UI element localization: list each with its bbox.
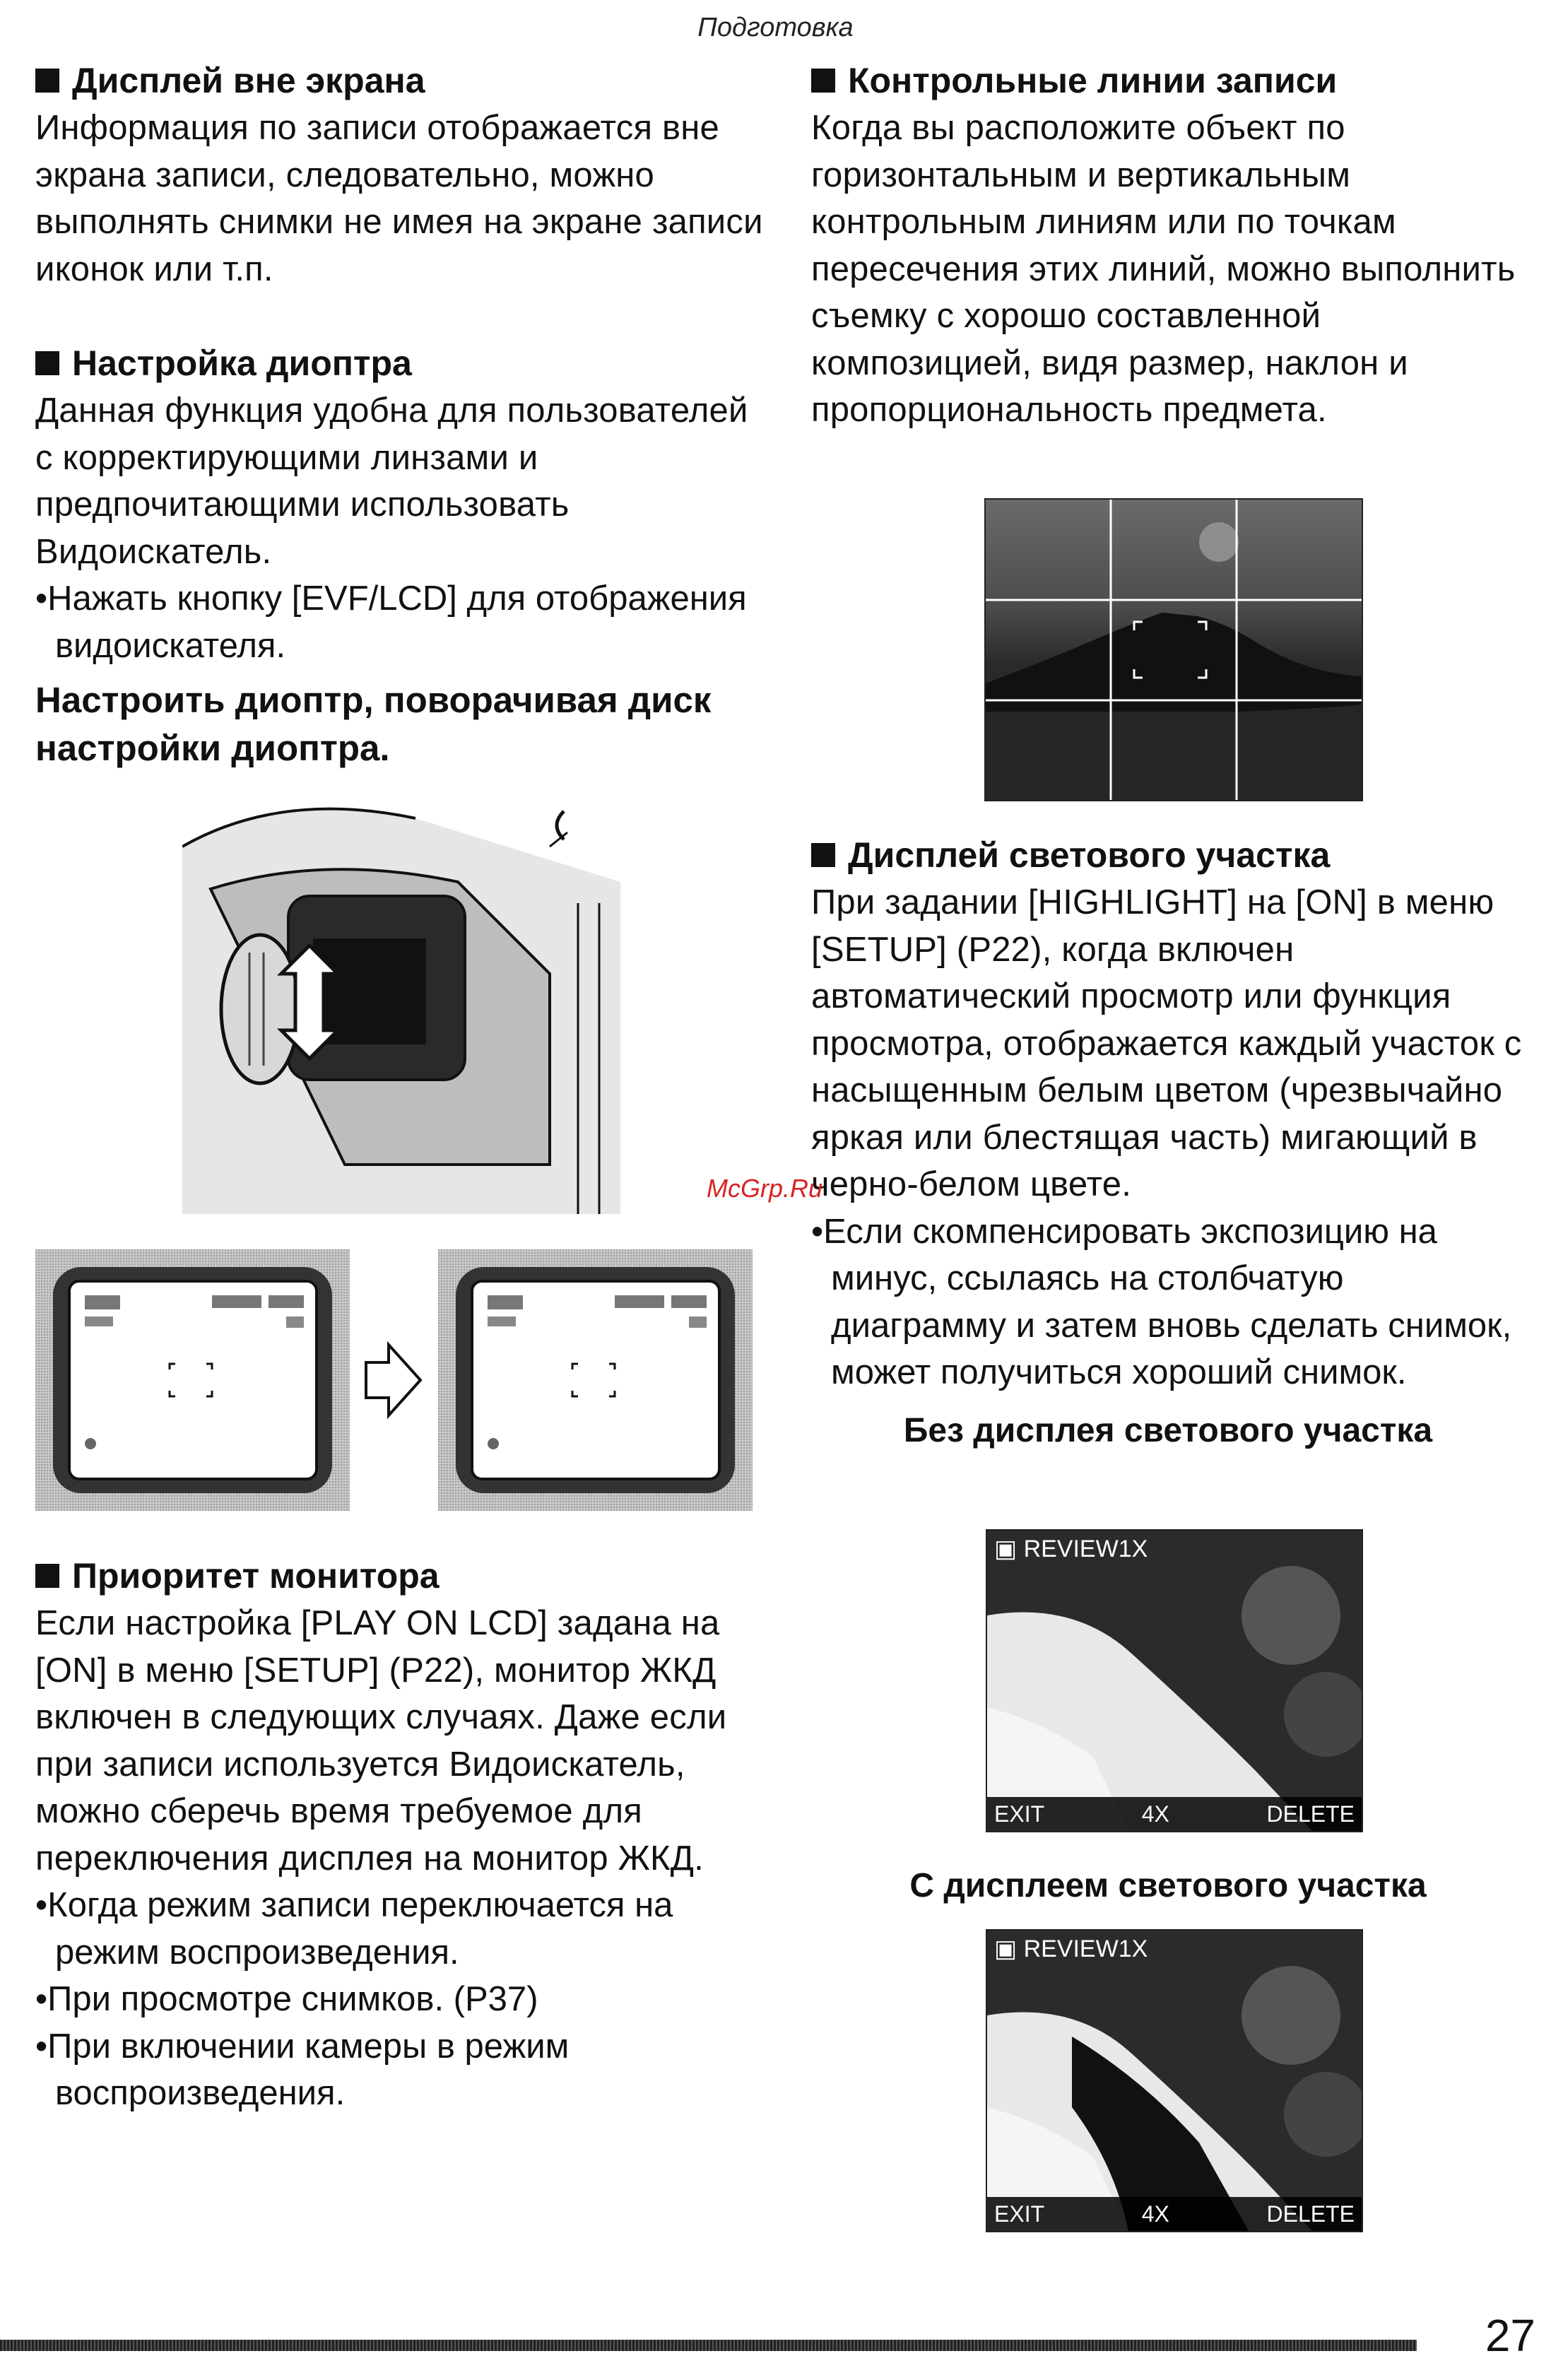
zoom-label: 4X [1141, 1801, 1169, 1827]
section-body: При задании [HIGHLIGHT] на [ON] в меню [SETUP] (P22), когда включен автоматический просмотр или функция просмотра, отображается каждый участок с насыщенным белым цветом (чрезвычайно яркая или блестящая часть) мигающий в черно-белом цвете. [811, 883, 1522, 1203]
photo-with-highlight [986, 1929, 1363, 2232]
camera-diopter-illustration [182, 797, 620, 1214]
mountain-photo [986, 500, 1362, 800]
section-highlight-display [811, 831, 1525, 1453]
bullet-item: •При просмотре снимков. (P37) [35, 1980, 538, 2018]
caption-without-highlight: Без дисплея светового участка [903, 1411, 1433, 1449]
left-column [35, 57, 770, 772]
delete-label: DELETE [1266, 2201, 1355, 2227]
instruction: Настроить диоптр, поворачивая диск настройки диоптра. [35, 680, 712, 768]
section-title [811, 57, 1525, 105]
square-bullet-icon [811, 69, 835, 93]
square-bullet-icon [811, 843, 835, 867]
bullet-item: •Нажать кнопку [EVF/LCD] для отображения видоискателя. [35, 579, 747, 665]
section-diopter [35, 339, 770, 772]
page-header: Подготовка [697, 13, 854, 42]
watermark: McGrp.Ru [707, 1174, 823, 1203]
footer-bar [0, 2340, 1417, 2351]
bullet-item: •При включении камеры в режим воспроизведения. [35, 2027, 570, 2112]
section-monitor-priority [35, 1552, 784, 2117]
review-text: REVIEW1X [1023, 1936, 1148, 1962]
section-title [35, 339, 770, 387]
viewfinder-screens-illustration [35, 1249, 753, 1511]
right-column [811, 57, 1525, 434]
photo-without-highlight [986, 1529, 1363, 1832]
square-bullet-icon [35, 1564, 59, 1588]
square-bullet-icon [35, 351, 59, 375]
section-offscreen-display [35, 57, 770, 293]
section-title-text: Настройка диоптра [72, 343, 412, 383]
exit-label: EXIT [994, 1801, 1045, 1827]
exit-label: EXIT [994, 2201, 1045, 2227]
waterfall-highlight-image [987, 1931, 1362, 2231]
caption-with-highlight: С дисплеем светового участка [909, 1867, 1427, 1904]
section-title [35, 1552, 784, 1600]
section-title-text: Дисплей светового участка [848, 835, 1331, 875]
section-body: Когда вы расположите объект по горизонтальным и вертикальным контрольным линиям или по точкам пересечения этих линий, можно выполнить съемку с хорошо составленной композицией, видя размер, наклон и пропорциональность предмета. [811, 109, 1516, 429]
section-title-text: Дисплей вне экрана [72, 61, 425, 100]
review-label: ▣ REVIEW1X [994, 1936, 1148, 1962]
section-title-text: Контрольные линии записи [848, 61, 1338, 100]
section-body: Если настройка [PLAY ON LCD] задана на [ON] в меню [SETUP] (P22), монитор ЖКД включен в следующих случаях. Даже если при записи используется Видоискатель, можно сберечь время требуемое для переключения дисплея на монитор ЖКД. [35, 1604, 727, 1878]
section-body: Данная функция удобна для пользователей с корректирующими линзами и предпочитающими использовать Видоискатель. [35, 391, 748, 571]
guide-lines-photo [984, 498, 1363, 801]
bullet-item: •Когда режим записи переключается на режим воспроизведения. [35, 1886, 673, 1972]
photo-toolbar [987, 2197, 1362, 2231]
zoom-label: 4X [1141, 2201, 1169, 2227]
review-text: REVIEW1X [1023, 1536, 1148, 1562]
delete-label: DELETE [1266, 1801, 1355, 1827]
section-title [811, 831, 1525, 879]
bullet-item: •Если скомпенсировать экспозицию на минус, ссылаясь на столбчатую диаграмму и затем вновь сделать снимок, может получиться хороший снимок. [811, 1212, 1512, 1391]
review-label: ▣ REVIEW1X [994, 1536, 1148, 1562]
section-body: Информация по записи отображается вне экрана записи, следовательно, можно выполнять снимки не имея на экране записи иконок или т.п. [35, 109, 763, 288]
waterfall-image [987, 1531, 1362, 1831]
section-title-text: Приоритет монитора [72, 1556, 440, 1596]
section-title [35, 57, 770, 105]
page-number: 27 [1485, 2310, 1535, 2361]
square-bullet-icon [35, 69, 59, 93]
section-guide-lines [811, 57, 1525, 434]
photo-toolbar [987, 1797, 1362, 1831]
